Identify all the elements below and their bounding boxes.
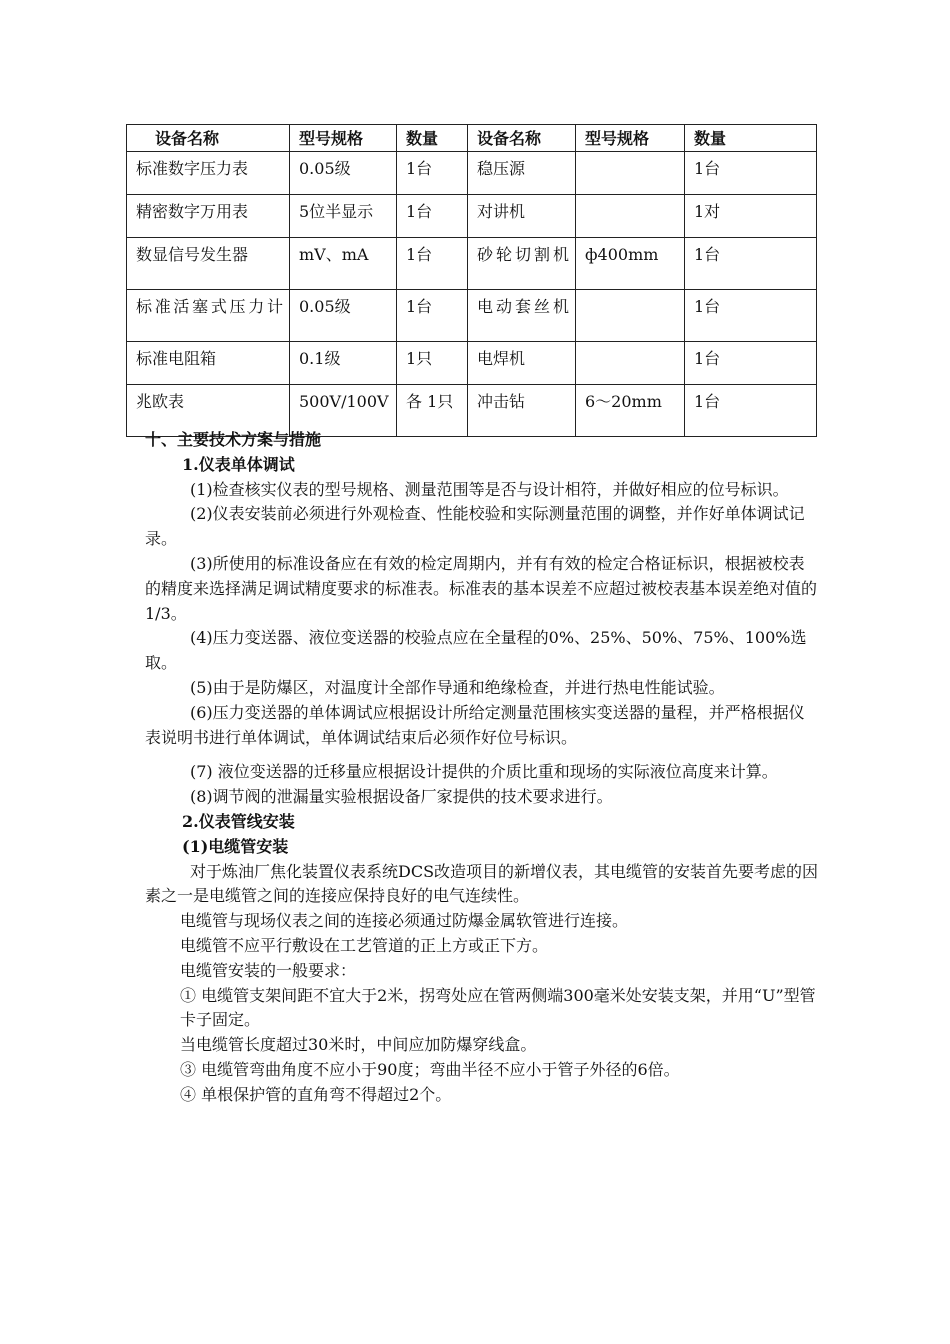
table-cell: 对讲机 — [468, 195, 576, 238]
table-cell: 砂轮切割机 — [468, 238, 576, 290]
table-cell: 1台 — [685, 342, 817, 385]
table-cell: 1台 — [397, 152, 468, 195]
table-cell: 1对 — [685, 195, 817, 238]
paragraph: 电缆管与现场仪表之间的连接必须通过防爆金属软管进行连接。 — [180, 911, 629, 931]
header-cell: 型号规格 — [290, 125, 397, 152]
table-cell: 冲击钻 — [468, 385, 576, 437]
header-cell: 设备名称 — [468, 125, 576, 152]
paragraph: 电缆管安装的一般要求： — [180, 960, 357, 980]
paragraph: (8)调节阀的泄漏量实验根据设备厂家提供的技术要求进行。 — [190, 787, 613, 807]
subsection-heading: 2.仪表管线安装 — [182, 811, 295, 831]
paragraph: (4)压力变送器、液位变送器的校验点应在全量程的0%、25%、50%、75%、100%选取。 — [145, 628, 807, 673]
table-row — [127, 195, 817, 238]
paragraph: (5)由于是防爆区，对温度计全部作导通和绝缘检查，并进行热电性能试验。 — [190, 677, 725, 697]
header-cell: 数量 — [397, 125, 468, 152]
paragraph: (6)压力变送器的单体调试应根据设计所给定测量范围核实变送器的量程，并严格根据仪表说明书进行单体调试，单体调试结束后必须作好位号标识。 — [145, 702, 805, 747]
paragraph: (2)仪表安装前必须进行外观检查、性能校验和实际测量范围的调整，并作好单体调试记录。 — [145, 504, 805, 549]
table-cell — [576, 195, 685, 238]
equipment-table — [126, 124, 817, 437]
table-cell: 6～20mm — [576, 385, 685, 437]
table-cell: 电动套丝机 — [468, 290, 576, 342]
paragraph: (1)检查核实仪表的型号规格、测量范围等是否与设计相符，并做好相应的位号标识。 — [190, 479, 789, 499]
spacer — [145, 750, 820, 760]
table-row — [127, 238, 817, 290]
table-cell: ф400mm — [576, 238, 685, 290]
table-cell: 0.05级 — [290, 290, 397, 342]
header-cell: 数量 — [685, 125, 817, 152]
table-cell: 兆欧表 — [127, 385, 290, 437]
paragraph: (7) 液位变送器的迁移量应根据设计提供的介质比重和现场的实际液位高度来计算。 — [190, 762, 778, 782]
table-cell: 1台 — [685, 290, 817, 342]
table-cell: 精密数字万用表 — [127, 195, 290, 238]
subsection-heading: 1.仪表单体调试 — [182, 454, 295, 474]
list-item: 当电缆管长度超过30米时，中间应加防爆穿线盒。 — [180, 1035, 537, 1055]
table-cell: 1台 — [397, 238, 468, 290]
section-heading: 十、主要技术方案与措施 — [145, 430, 322, 449]
paragraph: (3)所使用的标准设备应在有效的检定周期内，并有有效的检定合格证标识，根据被校表的精度来选择满足调试精度要求的标准表。标准表的基本误差不应超过被校表基本误差绝对值的1/3。 — [145, 553, 818, 623]
table-cell: 1台 — [397, 195, 468, 238]
table-cell: 数显信号发生器 — [127, 238, 290, 290]
table-cell — [576, 152, 685, 195]
table-cell: 1台 — [685, 238, 817, 290]
table-cell: 1台 — [397, 290, 468, 342]
table-cell: 标准电阻箱 — [127, 342, 290, 385]
header-cell: 设备名称 — [127, 125, 290, 152]
table-cell: 500V/100V — [290, 385, 397, 437]
table-cell: 0.05级 — [290, 152, 397, 195]
table-cell — [576, 290, 685, 342]
list-item: ① 电缆管支架间距不宜大于2米，拐弯处应在管两侧端300毫米处安装支架，并用“U”型管卡子固定。 — [180, 985, 816, 1030]
table-cell — [576, 342, 685, 385]
subsection-heading: (1)电缆管安装 — [182, 836, 289, 856]
table-cell: 标准数字压力表 — [127, 152, 290, 195]
table-cell: mV、mA — [290, 238, 397, 290]
table-cell: 稳压源 — [468, 152, 576, 195]
table-row — [127, 152, 817, 195]
table-row — [127, 342, 817, 385]
table-cell: 1台 — [685, 152, 817, 195]
table-cell: 1只 — [397, 342, 468, 385]
table-cell: 电焊机 — [468, 342, 576, 385]
table-cell: 标准活塞式压力计 — [127, 290, 290, 342]
paragraph: 对于炼油厂焦化装置仪表系统DCS改造项目的新增仪表，其电缆管的安装首先要考虑的因素之一是电缆管之间的连接应保持良好的电气连续性。 — [145, 861, 819, 906]
table-header-row — [127, 125, 817, 152]
paragraph: 电缆管不应平行敷设在工艺管道的正上方或正下方。 — [180, 935, 549, 955]
document-body — [145, 428, 820, 1108]
table-row — [127, 290, 817, 342]
list-item: ④ 单根保护管的直角弯不得超过2个。 — [180, 1084, 452, 1104]
table-cell: 1台 — [685, 385, 817, 437]
table-cell: 5位半显示 — [290, 195, 397, 238]
table-cell: 0.1级 — [290, 342, 397, 385]
list-item: ③ 电缆管弯曲角度不应小于90度；弯曲半径不应小于管子外径的6倍。 — [180, 1059, 680, 1079]
header-cell: 型号规格 — [576, 125, 685, 152]
table-cell: 各 1只 — [397, 385, 468, 437]
